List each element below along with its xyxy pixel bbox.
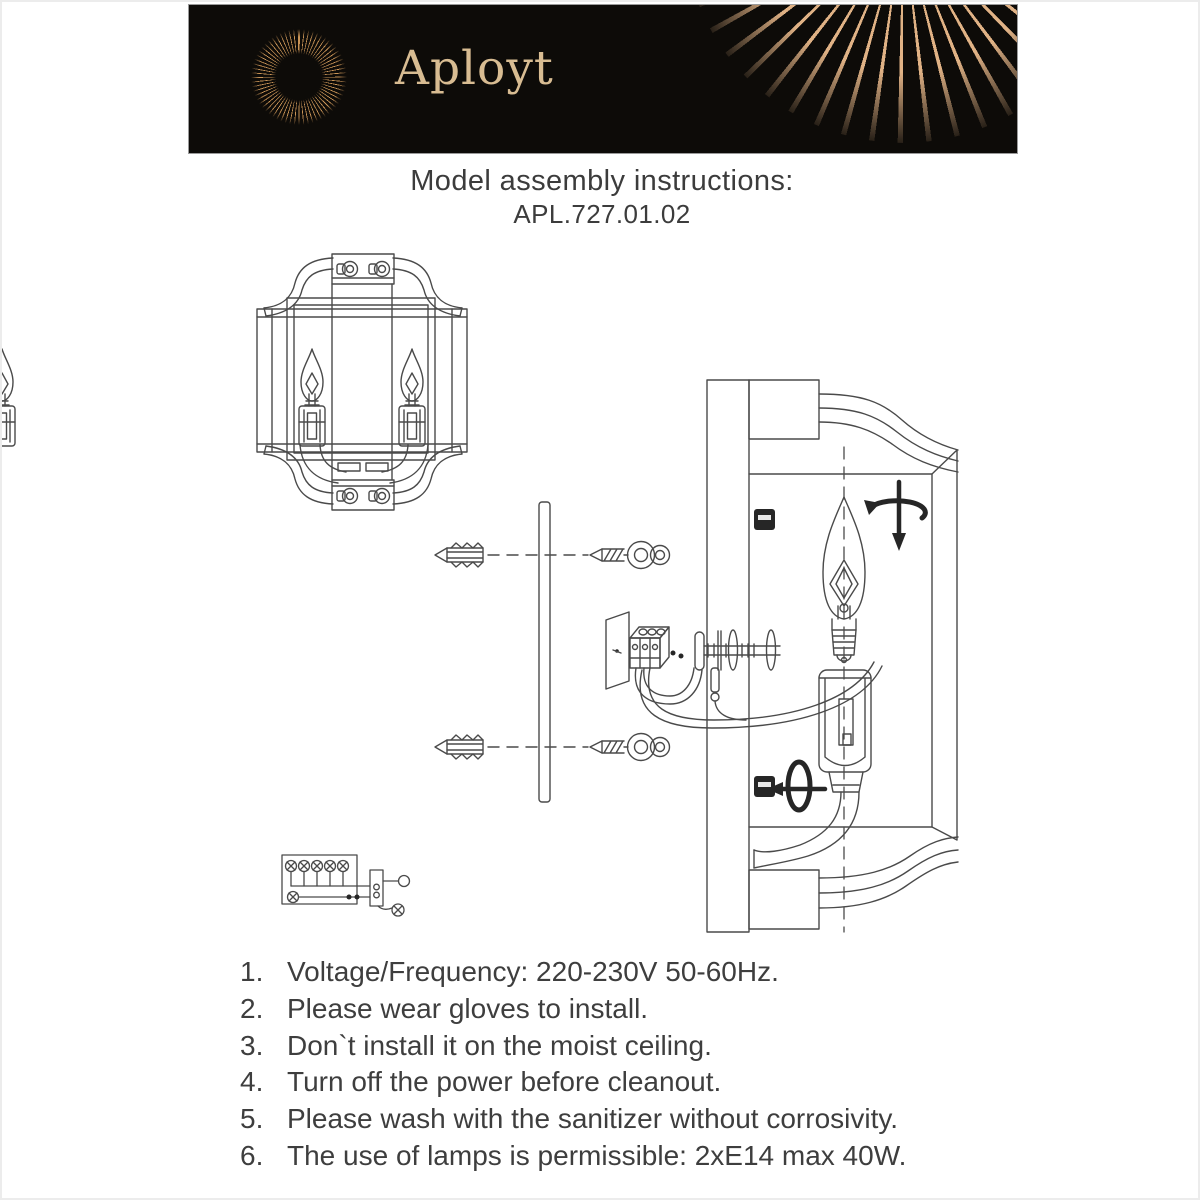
rotation-arrow-icon bbox=[767, 762, 825, 810]
fastener-row-bottom bbox=[435, 734, 670, 761]
wiring-harness-drawing bbox=[635, 662, 882, 728]
list-item-text: Please wear gloves to install. bbox=[287, 992, 649, 1024]
front-view-drawing bbox=[2, 254, 467, 510]
model-number: APL.727.01.02 bbox=[513, 199, 691, 229]
list-item-number: 3. bbox=[240, 1029, 264, 1061]
list-item-number: 6. bbox=[240, 1139, 264, 1171]
list-item-number: 2. bbox=[240, 992, 264, 1024]
list-item-text: Don`t install it on the moist ceiling. bbox=[287, 1029, 712, 1061]
list-item-text: Please wash with the sanitizer without corrosivity. bbox=[287, 1103, 899, 1135]
mounting-stud-drawing bbox=[695, 630, 780, 670]
list-item-text: The use of lamps is permissible: 2xE14 max 40W. bbox=[287, 1139, 907, 1171]
brand-wordmark: Aployt bbox=[395, 41, 554, 96]
side-view-drawing bbox=[707, 380, 958, 932]
list-item-number: 4. bbox=[240, 1066, 264, 1098]
candle-lamp-left bbox=[299, 349, 325, 446]
list-item-number: 1. bbox=[240, 956, 264, 987]
wall-anchor-icon bbox=[435, 548, 447, 562]
list-item bbox=[240, 1138, 906, 1175]
mounting-bar-drawing bbox=[539, 502, 550, 802]
instruction-list bbox=[240, 954, 906, 1175]
wiring-schematic-drawing bbox=[282, 855, 410, 916]
page-title: Model assembly instructions: bbox=[410, 165, 794, 197]
fastener-row-top bbox=[435, 542, 670, 569]
list-item bbox=[240, 1028, 906, 1065]
rotation-arrow-icon bbox=[864, 482, 925, 551]
candle-lamp-right bbox=[399, 349, 425, 446]
list-item bbox=[240, 954, 906, 991]
list-item bbox=[240, 1064, 906, 1101]
list-item bbox=[240, 991, 906, 1028]
list-item bbox=[240, 1101, 906, 1138]
wall-anchor-icon bbox=[435, 740, 447, 754]
list-item-text: Voltage/Frequency: 220-230V 50-60Hz. bbox=[287, 956, 779, 987]
list-item-number: 5. bbox=[240, 1103, 264, 1135]
mounting-screw-icon bbox=[590, 741, 602, 753]
socket-cup-drawing bbox=[819, 670, 871, 792]
list-item-text: Turn off the power before cleanout. bbox=[287, 1066, 722, 1098]
mounting-screw-icon bbox=[590, 549, 602, 561]
